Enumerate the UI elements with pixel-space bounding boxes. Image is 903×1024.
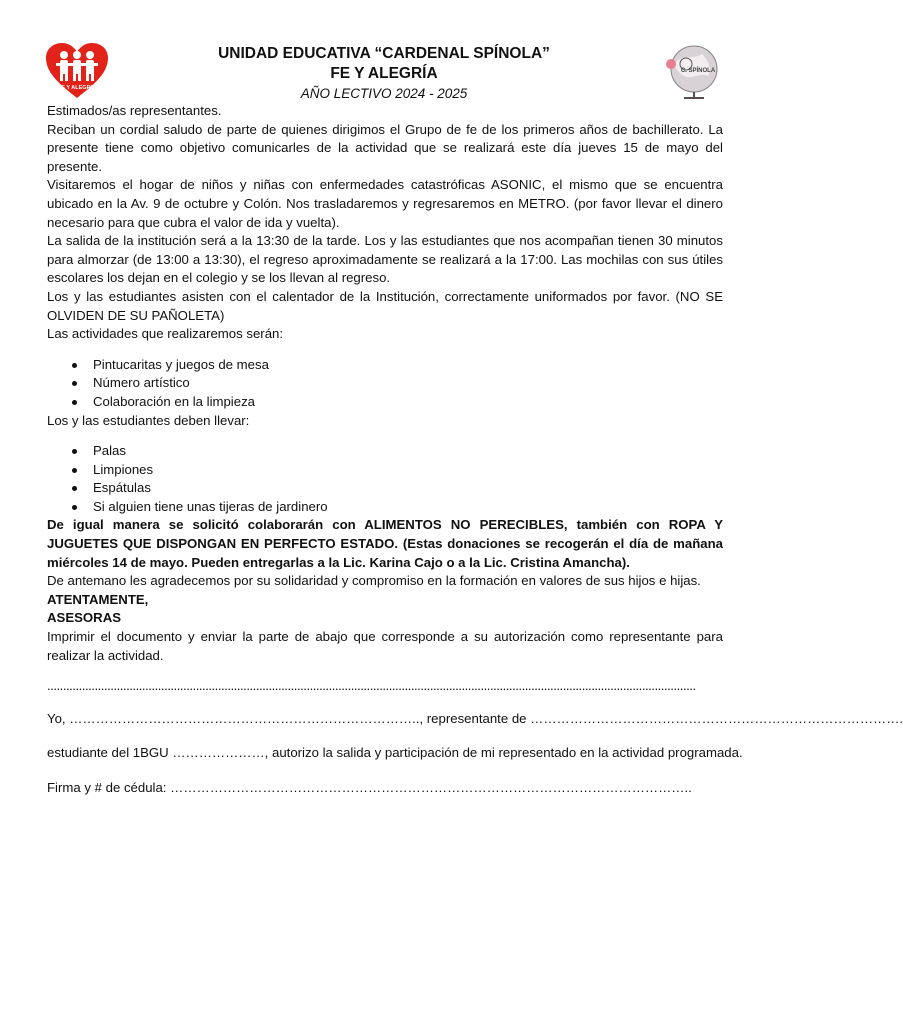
thanks-paragraph: De antemano les agradecemos por su solidaridad y compromiso en la formación en valores de sus hijos e hijas. (47, 573, 701, 589)
list-item: Número artístico (47, 374, 723, 393)
svg-text:FE Y ALEGRIA: FE Y ALEGRIA (57, 85, 97, 91)
signature-line: Firma y # de cédula: ……………………………………………………………………………………………………….. (47, 780, 692, 795)
school-name: UNIDAD EDUCATIVA “CARDENAL SPÍNOLA” (218, 45, 550, 62)
paragraph-uniform: Los y las estudiantes asisten con el calentador de la Institución, correctamente uniformados por favor. (NO SE OLVIDEN DE SU PAÑOLETA) (47, 288, 723, 323)
paragraph-intro: Reciban un cordial saludo de parte de quienes dirigimos el Grupo de fe de los primeros años de bachillerato. La presente tiene como objetivo comunicarles de la actividad que se realizará este día jueves 15 de mayo del presente. (47, 121, 723, 174)
greeting: Estimados/as representantes. (47, 103, 222, 118)
activities-intro: Las actividades que realizaremos serán: (47, 326, 284, 342)
activities-list (47, 356, 723, 412)
signature: ASESORAS (47, 610, 122, 626)
items-intro: Los y las estudiantes deben llevar: (47, 412, 250, 428)
letter-body (47, 102, 903, 798)
list-item: Colaboración en la limpieza (47, 393, 723, 412)
authorization-line-representative: Yo, …………………………………………………………………….., representante de …………………………………………………………………………. (47, 710, 903, 726)
list-item: Limpiones (47, 461, 723, 480)
closing: ATENTAMENTE, (47, 591, 149, 607)
list-item: Si alguien tiene unas tijeras de jardinero (47, 498, 723, 517)
authorization-line-student: estudiante del 1BGU …………………, autorizo la salida y participación de mi representado en la actividad programada. (47, 745, 743, 761)
list-item: Palas (47, 442, 723, 461)
print-instruction: Imprimir el documento y enviar la parte de abajo que corresponde a su autorización como representante para realizar la actividad. (47, 629, 723, 663)
svg-text:C. SPÍNOLA: C. SPÍNOLA (680, 68, 716, 74)
network-name: FE Y ALEGRÍA (330, 65, 438, 82)
items-list (47, 442, 723, 516)
list-item: Espátulas (47, 479, 723, 498)
school-year: AÑO LECTIVO 2024 - 2025 (300, 86, 468, 101)
list-item: Pintucaritas y juegos de mesa (47, 356, 723, 375)
paragraph-visit: Visitaremos el hogar de niños y niñas con enfermedades catastróficas ASONIC, el mismo que se encuentra ubicado en la Av. 9 de octubre y Colón. Nos trasladaremos y regresaremos en METRO. (por favor llevar el dinero necesario para que cubra el valor de ida y vuelta). (47, 177, 723, 230)
paragraph-schedule: La salida de la institución será a la 13:30 de la tarde. Los y las estudiantes que nos acompañan tienen 30 minutos para almorzar (de 13:00 a 13:30), el regreso aproximadamente se realizará a la 17:00. Las mochilas con sus útiles escolares los dejan en el colegio y se los llevan al regreso. (47, 233, 723, 286)
cut-line: ............................................................................................................................................................................................................. (47, 678, 696, 694)
donation-request: De igual manera se solicitó colaborarán con ALIMENTOS NO PERECIBLES, también con ROPA Y JUGUETES QUE DISPONGAN EN PERFECTO ESTADO. (Estas donaciones se recogerán el día de mañana miércoles 14 de mayo. Pueden entregarlas a la Lic. Karina Cajo o a la Lic. Cristina Amancha). (47, 517, 723, 570)
document-header (0, 44, 768, 103)
